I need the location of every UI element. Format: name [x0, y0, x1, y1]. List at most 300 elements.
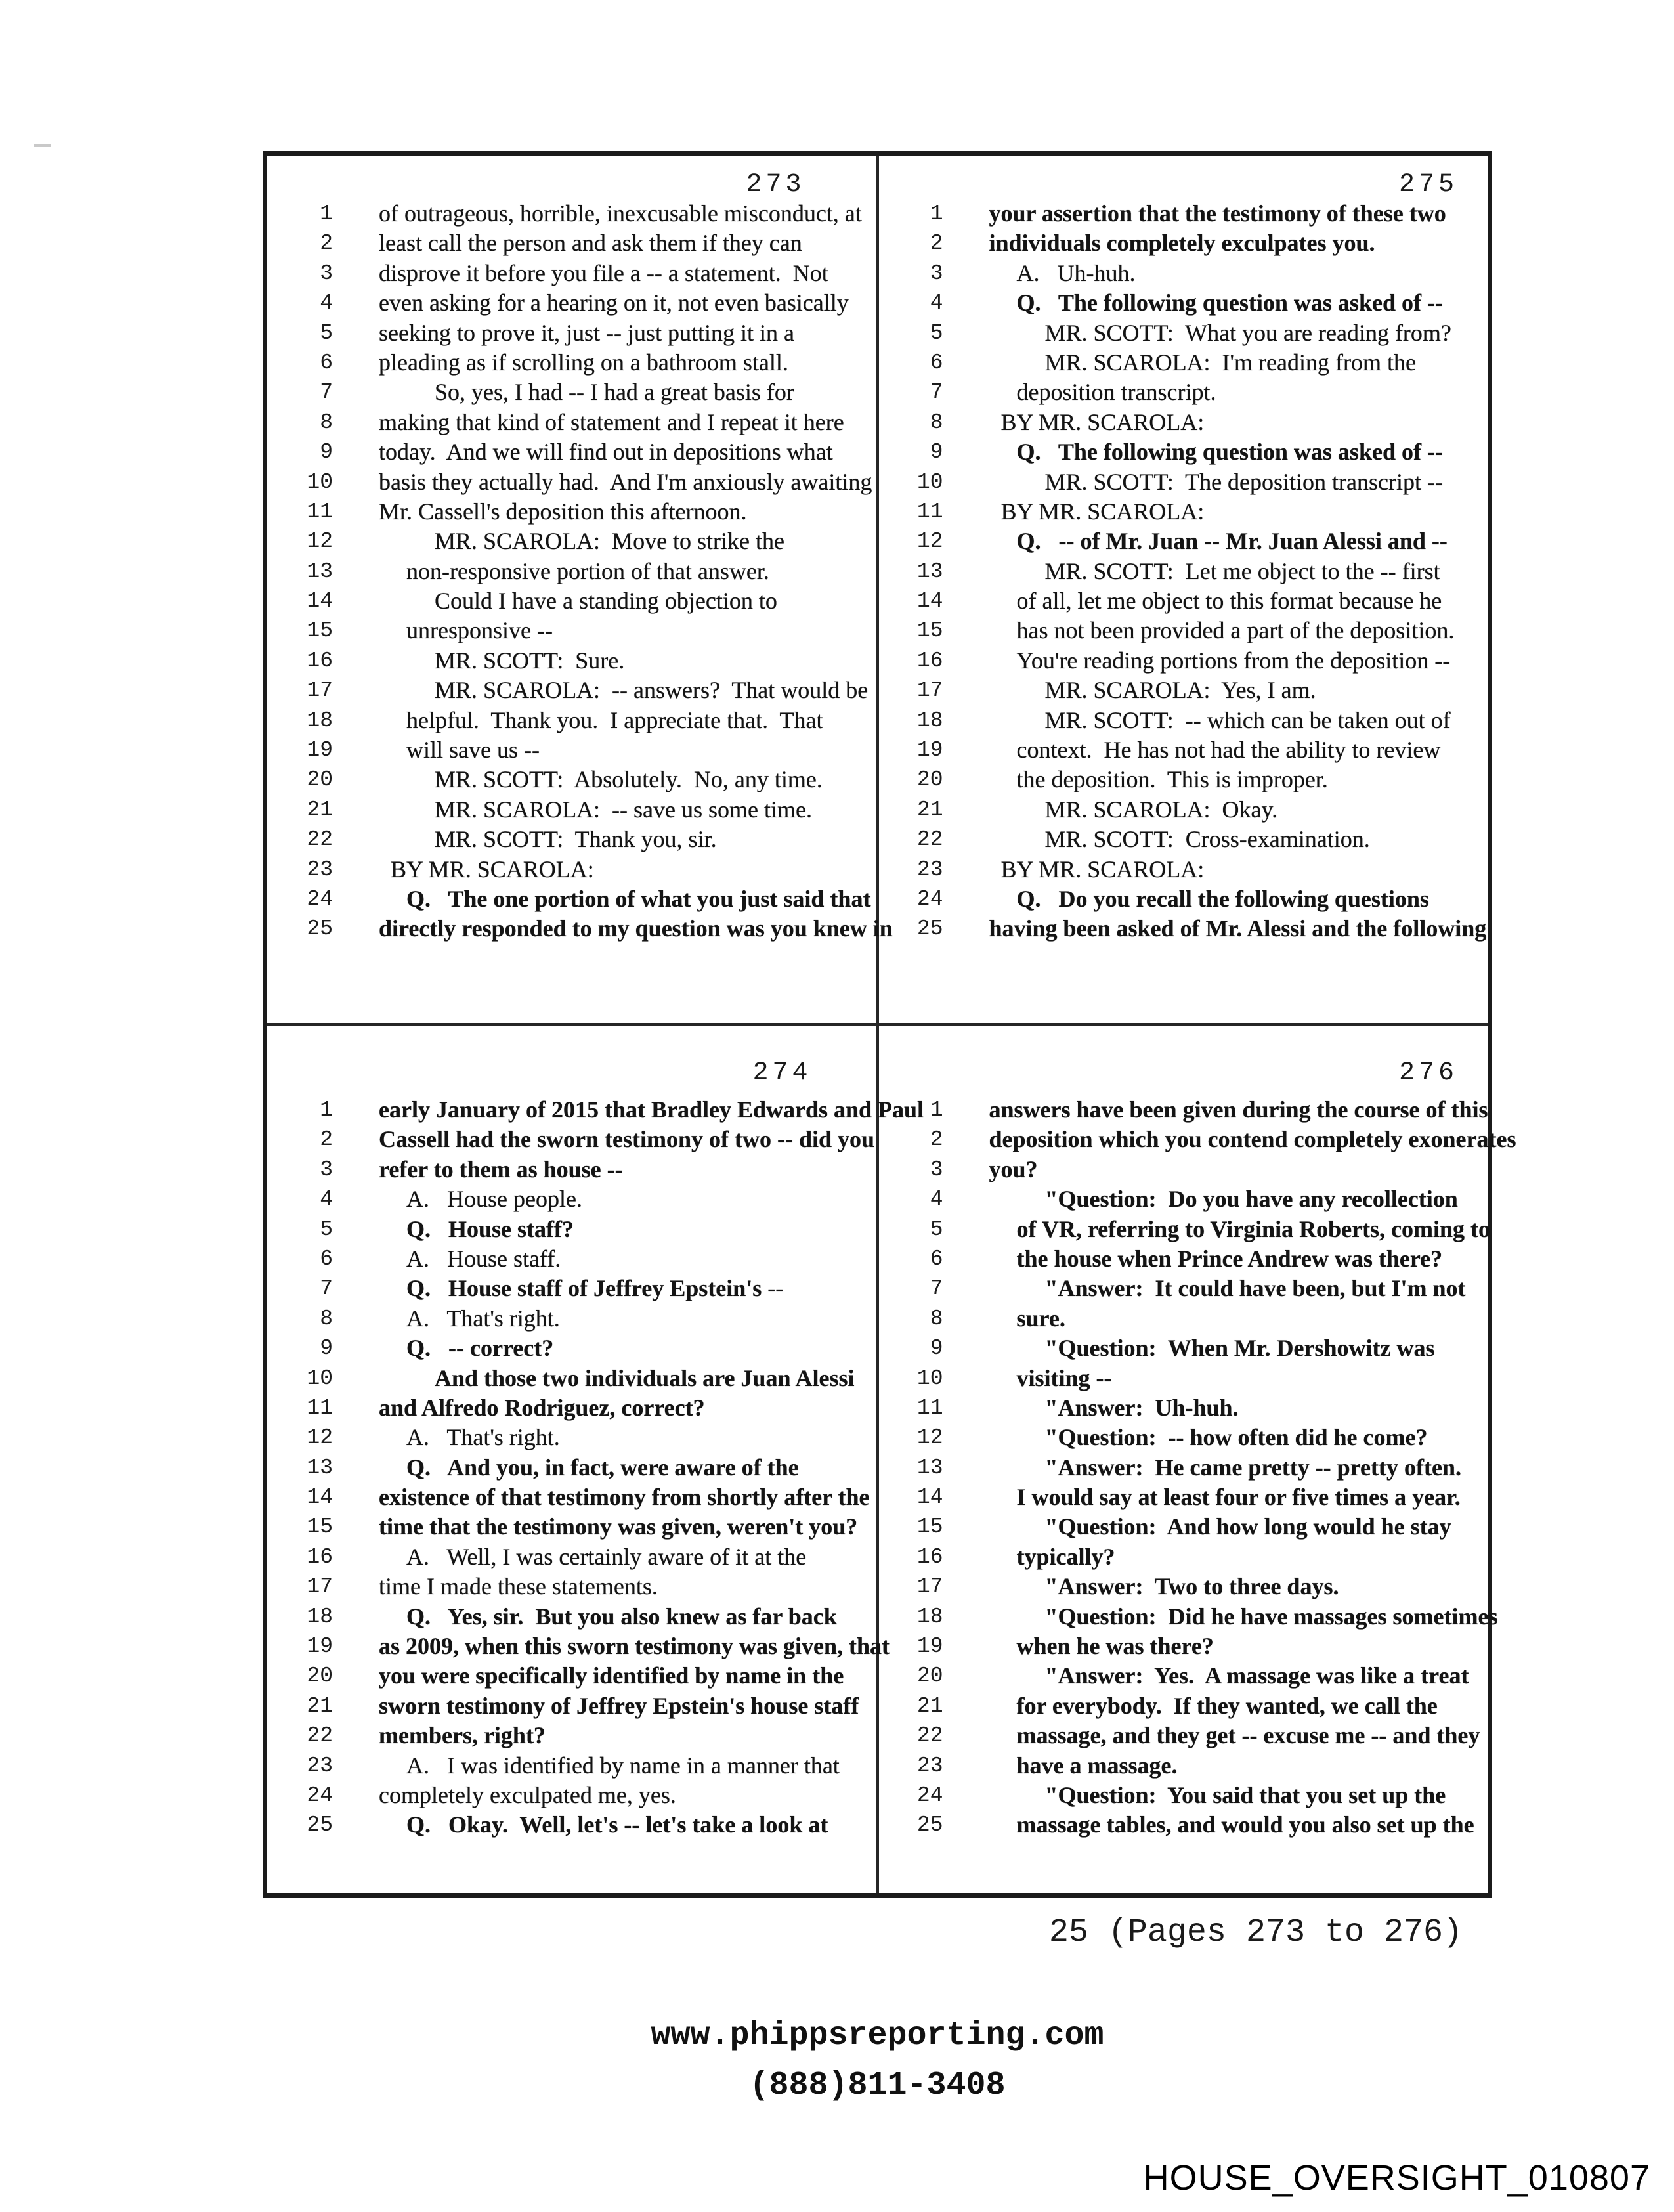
transcript-line	[267, 1602, 878, 1632]
line-number: 4	[320, 1187, 333, 1212]
line-text: answers have been given during the course of this	[989, 1096, 1488, 1123]
transcript-line	[878, 795, 1488, 825]
line-text: "Question: When Mr. Dershowitz was	[1044, 1335, 1435, 1362]
transcript-line	[878, 1453, 1488, 1483]
line-number: 13	[916, 559, 943, 584]
line-number: 18	[307, 708, 333, 733]
line-number: 6	[930, 350, 943, 375]
line-text: A. That's right.	[406, 1424, 560, 1451]
line-text: basis they actually had. And I'm anxiously awaiting	[379, 468, 872, 495]
line-text: MR. SCOTT: What you are reading from?	[1044, 319, 1451, 346]
line-text: Q. The following question was asked of --	[1016, 439, 1443, 466]
transcript-line	[878, 1512, 1488, 1542]
line-text: "Question: -- how often did he come?	[1044, 1424, 1428, 1451]
line-text: A. Uh-huh.	[1016, 259, 1136, 286]
line-text: So, yes, I had -- I had a great basis for	[435, 379, 794, 406]
line-text: "Answer: Uh-huh.	[1044, 1394, 1239, 1421]
line-text: disprove it before you file a -- a statement. Not	[379, 259, 828, 286]
line-number: 7	[930, 1276, 943, 1301]
line-number: 17	[916, 678, 943, 703]
line-text: refer to them as house --	[379, 1156, 623, 1182]
line-number: 24	[307, 886, 333, 911]
transcript-line	[267, 1572, 878, 1601]
transcript-line	[878, 1810, 1488, 1840]
transcript-line	[878, 467, 1488, 497]
transcript-line	[878, 288, 1488, 318]
line-text: MR. SCAROLA: Move to strike the	[435, 528, 785, 555]
line-text: MR. SCAROLA: Yes, I am.	[1044, 677, 1316, 704]
line-text: of all, let me object to this format because he	[1016, 588, 1442, 615]
line-text: seeking to prove it, just -- just putting it in a	[379, 319, 794, 346]
transcript-line	[878, 646, 1488, 676]
line-text: Q. And you, in fact, were aware of the	[406, 1454, 799, 1481]
transcript-line	[267, 646, 878, 676]
transcript-line	[878, 1184, 1488, 1214]
line-number: 5	[930, 320, 943, 345]
line-number: 8	[320, 1306, 333, 1331]
transcript-line	[878, 1632, 1488, 1661]
line-text: even asking for a hearing on it, not even basically	[379, 290, 849, 316]
line-number: 23	[916, 857, 943, 882]
line-text: MR. SCAROLA: Okay.	[1044, 796, 1278, 823]
line-number: 12	[307, 1425, 333, 1450]
line-number: 6	[320, 350, 333, 375]
transcript-line	[878, 1751, 1488, 1781]
transcript-line	[878, 1602, 1498, 1632]
line-text: have a massage.	[1016, 1752, 1178, 1779]
transcript-line	[878, 1423, 1488, 1452]
transcript-line	[267, 527, 878, 556]
line-text: "Answer: Yes. A massage was like a treat	[1044, 1662, 1469, 1689]
line-text: making that kind of statement and I repeat it here	[379, 408, 844, 435]
line-text: least call the person and ask them if they can	[379, 230, 802, 257]
transcript-line	[267, 408, 878, 437]
line-text: MR. SCAROLA: -- answers? That would be	[435, 677, 869, 704]
line-number: 19	[916, 1634, 943, 1659]
transcript-line	[267, 1810, 878, 1840]
page-quadrant-273	[267, 156, 893, 1024]
line-number: 3	[320, 261, 333, 286]
bates-number: HOUSE_OVERSIGHT_010807	[1143, 2158, 1650, 2198]
line-text: as 2009, when this sworn testimony was given, that	[379, 1633, 890, 1660]
transcript-line	[267, 616, 878, 645]
line-number: 3	[930, 1157, 943, 1182]
line-number: 22	[307, 827, 333, 852]
line-number: 14	[916, 589, 943, 614]
line-text: I would say at least four or five times a year.	[1016, 1484, 1461, 1511]
transcript-line	[267, 557, 878, 586]
transcript-line	[267, 1334, 878, 1363]
line-number: 14	[916, 1485, 943, 1510]
transcript-line	[878, 348, 1488, 378]
line-number: 14	[307, 589, 333, 614]
line-number: 3	[320, 1157, 333, 1182]
transcript-line	[878, 855, 1488, 884]
transcript-line	[878, 378, 1488, 407]
line-number: 16	[916, 1544, 943, 1569]
line-number: 21	[916, 1693, 943, 1718]
line-number: 18	[916, 708, 943, 733]
line-number: 11	[307, 499, 333, 524]
line-number: 10	[916, 1366, 943, 1391]
line-number: 1	[320, 202, 333, 226]
line-text: "Question: And how long would he stay	[1044, 1513, 1451, 1540]
line-number: 2	[320, 231, 333, 256]
line-text: "Question: Did he have massages sometimes	[1044, 1603, 1498, 1630]
line-number: 15	[307, 618, 333, 643]
transcript-line	[267, 348, 878, 378]
transcript-line	[878, 1483, 1488, 1512]
transcript-line	[878, 437, 1488, 467]
line-number: 9	[320, 440, 333, 465]
line-text: BY MR. SCAROLA:	[391, 856, 594, 882]
line-text: sworn testimony of Jeffrey Epstein's house staff	[379, 1692, 859, 1719]
transcript-line	[878, 1125, 1516, 1154]
line-number: 9	[930, 1336, 943, 1361]
transcript-line	[878, 676, 1488, 705]
line-text: sure.	[1016, 1305, 1065, 1332]
transcript-line	[878, 1274, 1488, 1303]
line-text: and Alfredo Rodriguez, correct?	[379, 1394, 705, 1421]
line-text: BY MR. SCAROLA:	[1000, 856, 1205, 882]
line-text: non-responsive portion of that answer.	[406, 557, 769, 584]
transcript-line	[267, 1751, 878, 1781]
line-text: MR. SCOTT: Thank you, sir.	[435, 826, 717, 853]
line-number: 22	[916, 827, 943, 852]
page-number: 276	[1398, 1058, 1458, 1088]
line-number: 10	[307, 1366, 333, 1391]
line-text: early January of 2015 that Bradley Edwards and Paul	[379, 1096, 924, 1123]
page-number: 273	[746, 170, 805, 200]
line-number: 20	[916, 768, 943, 792]
line-text: massage tables, and would you also set up the	[1016, 1811, 1474, 1838]
transcript-line	[878, 616, 1488, 645]
transcript-line	[267, 199, 878, 228]
transcript-line	[878, 1661, 1488, 1691]
line-text: you?	[989, 1156, 1038, 1182]
line-number: 23	[307, 857, 333, 882]
line-text: A. That's right.	[406, 1305, 560, 1332]
transcript-line	[267, 467, 878, 497]
line-text: "Question: You said that you set up the	[1044, 1781, 1446, 1808]
transcript-line	[878, 765, 1488, 794]
line-number: 17	[307, 1574, 333, 1599]
line-number: 10	[916, 469, 943, 494]
line-text: MR. SCOTT: Absolutely. No, any time.	[435, 766, 823, 793]
page-quadrant-274	[267, 1024, 924, 1893]
line-number: 8	[320, 410, 333, 435]
line-text: MR. SCOTT: Let me object to the -- first	[1044, 557, 1440, 584]
transcript-line	[878, 1542, 1488, 1572]
line-text: "Answer: He came pretty -- pretty often.	[1044, 1454, 1461, 1481]
transcript-line	[267, 676, 878, 705]
transcript-line	[267, 1661, 878, 1691]
line-text: A. I was identified by name in a manner that	[406, 1752, 840, 1779]
line-number: 8	[930, 410, 943, 435]
line-number: 16	[307, 648, 333, 673]
line-text: Q. -- of Mr. Juan -- Mr. Juan Alessi and --	[1016, 528, 1448, 555]
line-text: "Answer: It could have been, but I'm not	[1044, 1275, 1466, 1302]
footer-phone: (888)811-3408	[749, 2067, 1006, 2104]
line-number: 18	[916, 1604, 943, 1629]
line-number: 3	[930, 261, 943, 286]
line-text: for everybody. If they wanted, we call the	[1016, 1692, 1438, 1719]
line-number: 4	[320, 291, 333, 316]
line-number: 5	[320, 320, 333, 345]
footer-page-range: 25 (Pages 273 to 276)	[1048, 1914, 1463, 1951]
line-number: 4	[930, 1187, 943, 1212]
page-lines	[267, 1095, 924, 1840]
line-text: the deposition. This is improper.	[1016, 766, 1328, 793]
transcript-line	[267, 1274, 878, 1303]
transcript-line	[267, 735, 878, 765]
line-number: 13	[916, 1455, 943, 1480]
transcript-line	[878, 1781, 1488, 1810]
transcript-line	[878, 1304, 1488, 1334]
line-number: 24	[916, 886, 943, 911]
line-number: 20	[307, 768, 333, 792]
transcript-line	[878, 1364, 1488, 1393]
transcript-line	[878, 1572, 1488, 1601]
page-quadrant-276	[878, 1024, 1516, 1893]
line-text: Q. The one portion of what you just said that	[406, 885, 871, 912]
transcript-line	[267, 1215, 878, 1244]
line-number: 25	[307, 917, 333, 942]
line-number: 21	[307, 797, 333, 822]
line-number: 20	[307, 1664, 333, 1689]
transcript-frame	[263, 151, 1516, 1898]
line-number: 6	[930, 1246, 943, 1271]
transcript-line	[878, 586, 1488, 616]
line-text: "Answer: Two to three days.	[1044, 1573, 1339, 1600]
line-number: 11	[916, 499, 943, 524]
line-number: 2	[320, 1127, 333, 1152]
footer-website: www.phippsreporting.com	[651, 2017, 1104, 2054]
transcript-line	[878, 914, 1488, 943]
transcript-line	[267, 228, 878, 258]
line-number: 19	[307, 738, 333, 763]
line-number: 16	[916, 648, 943, 673]
transcript-line	[267, 1512, 878, 1542]
line-number: 11	[916, 1395, 943, 1420]
page-lines	[267, 199, 893, 944]
line-number: 7	[930, 380, 943, 405]
line-number: 24	[307, 1783, 333, 1808]
transcript-line	[267, 1304, 878, 1334]
line-number: 17	[916, 1574, 943, 1599]
line-number: 21	[916, 797, 943, 822]
line-text: deposition which you contend completely exonerates	[989, 1126, 1516, 1153]
line-number: 7	[320, 380, 333, 405]
line-text: your assertion that the testimony of these two	[989, 200, 1446, 227]
line-text: time I made these statements.	[379, 1573, 658, 1600]
transcript-line	[878, 1215, 1491, 1244]
line-number: 18	[307, 1604, 333, 1629]
line-text: today. And we will find out in depositions what	[379, 439, 833, 466]
transcript-line	[267, 1781, 878, 1810]
transcript-line	[267, 288, 878, 318]
line-number: 12	[916, 1425, 943, 1450]
line-text: the house when Prince Andrew was there?	[1016, 1245, 1443, 1272]
transcript-line	[878, 1691, 1488, 1721]
transcript-line	[267, 378, 878, 407]
page-quadrant-275	[878, 156, 1488, 1024]
transcript-line	[267, 1483, 878, 1512]
line-text: Q. House staff of Jeffrey Epstein's --	[406, 1275, 784, 1302]
line-text: has not been provided a part of the deposition.	[1016, 617, 1455, 644]
transcript-line	[267, 1364, 878, 1393]
transcript-line	[878, 318, 1488, 348]
line-number: 1	[930, 202, 943, 226]
line-text: directly responded to my question was you knew in	[379, 915, 893, 942]
transcript-line	[267, 825, 878, 854]
line-text: Q. The following question was asked of --	[1016, 290, 1443, 316]
line-text: typically?	[1016, 1543, 1115, 1570]
line-number: 7	[320, 1276, 333, 1301]
transcript-line	[267, 1155, 878, 1184]
line-text: You're reading portions from the deposition --	[1016, 647, 1451, 674]
transcript-line	[878, 1393, 1488, 1423]
transcript-line	[267, 1393, 878, 1423]
transcript-line	[267, 318, 878, 348]
transcript-line	[878, 557, 1488, 586]
transcript-line	[878, 408, 1488, 437]
transcript-line	[267, 1095, 924, 1125]
line-text: time that the testimony was given, weren't you?	[379, 1513, 858, 1540]
transcript-line	[267, 1691, 878, 1721]
line-number: 23	[916, 1753, 943, 1778]
line-text: Cassell had the sworn testimony of two -- did you	[379, 1126, 875, 1153]
line-number: 20	[916, 1664, 943, 1689]
line-text: helpful. Thank you. I appreciate that. That	[406, 706, 823, 733]
line-number: 17	[307, 678, 333, 703]
transcript-line	[267, 914, 893, 943]
transcript-line	[878, 706, 1488, 735]
page-lines	[878, 1095, 1516, 1840]
transcript-line	[878, 1155, 1488, 1184]
page-lines	[878, 199, 1488, 944]
line-text: Q. Yes, sir. But you also knew as far back	[406, 1603, 837, 1630]
transcript-line	[878, 1244, 1488, 1274]
line-text: Could I have a standing objection to	[435, 588, 777, 615]
line-text: of outrageous, horrible, inexcusable misconduct, at	[379, 200, 862, 227]
line-number: 22	[916, 1724, 943, 1748]
line-number: 19	[916, 738, 943, 763]
transcript-line	[267, 497, 878, 527]
line-text: individuals completely exculpates you.	[989, 230, 1375, 257]
line-text: BY MR. SCAROLA:	[1000, 498, 1205, 525]
line-number: 2	[930, 1127, 943, 1152]
line-text: pleading as if scrolling on a bathroom stall.	[379, 349, 788, 376]
line-number: 1	[320, 1098, 333, 1122]
transcript-line	[267, 1184, 878, 1214]
page-number: 275	[1398, 170, 1458, 200]
line-number: 25	[916, 1813, 943, 1838]
line-text: existence of that testimony from shortly after the	[379, 1484, 870, 1511]
line-number: 5	[320, 1217, 333, 1242]
line-number: 15	[307, 1515, 333, 1540]
line-number: 1	[930, 1098, 943, 1122]
line-text: BY MR. SCAROLA:	[1000, 408, 1205, 435]
transcript-line	[267, 855, 878, 884]
transcript-line	[267, 765, 878, 794]
line-text: A. Well, I was certainly aware of it at the	[406, 1543, 807, 1570]
line-text: Q. -- correct?	[406, 1335, 554, 1362]
line-number: 15	[916, 1515, 943, 1540]
line-text: deposition transcript.	[1016, 379, 1216, 406]
line-text: Q. Do you recall the following questions	[1016, 885, 1429, 912]
line-text: A. House staff.	[406, 1245, 561, 1272]
line-number: 12	[307, 529, 333, 554]
line-text: unresponsive --	[406, 617, 553, 644]
line-number: 12	[916, 529, 943, 554]
line-number: 24	[916, 1783, 943, 1808]
line-text: will save us --	[406, 737, 540, 764]
transcript-line	[267, 437, 878, 467]
transcript-line	[267, 1453, 878, 1483]
line-number: 6	[320, 1246, 333, 1271]
line-text: "Question: Do you have any recollection	[1044, 1186, 1458, 1213]
line-text: MR. SCOTT: Sure.	[435, 647, 625, 674]
line-number: 2	[930, 231, 943, 256]
transcript-line	[267, 1632, 890, 1661]
line-text: visiting --	[1016, 1364, 1112, 1391]
line-number: 8	[930, 1306, 943, 1331]
line-number: 9	[320, 1336, 333, 1361]
line-number: 25	[307, 1813, 333, 1838]
transcript-line	[267, 706, 878, 735]
line-number: 15	[916, 618, 943, 643]
line-number: 5	[930, 1217, 943, 1242]
line-number: 22	[307, 1724, 333, 1748]
transcript-line	[878, 199, 1488, 228]
scan-artifact	[34, 144, 51, 147]
line-text: Q. House staff?	[406, 1215, 574, 1242]
line-text: MR. SCAROLA: I'm reading from the	[1044, 349, 1416, 376]
transcript-line	[878, 1721, 1488, 1750]
line-text: And those two individuals are Juan Alessi	[435, 1364, 855, 1391]
line-text: having been asked of Mr. Alessi and the following	[989, 915, 1487, 942]
transcript-line	[267, 1244, 878, 1274]
line-text: you were specifically identified by name in the	[379, 1662, 844, 1689]
transcript-line	[878, 884, 1488, 914]
line-text: when he was there?	[1016, 1633, 1214, 1660]
line-number: 11	[307, 1395, 333, 1420]
line-text: members, right?	[379, 1722, 546, 1749]
transcript-line	[878, 825, 1488, 854]
line-number: 10	[307, 469, 333, 494]
transcript-line	[267, 259, 878, 288]
transcript-line	[267, 1423, 878, 1452]
line-text: context. He has not had the ability to review	[1016, 737, 1441, 764]
transcript-line	[267, 1125, 878, 1154]
transcript-line	[878, 1334, 1488, 1363]
line-text: MR. SCOTT: -- which can be taken out of	[1044, 706, 1451, 733]
line-number: 23	[307, 1753, 333, 1778]
line-number: 19	[307, 1634, 333, 1659]
line-text: Q. Okay. Well, let's -- let's take a look at	[406, 1811, 828, 1838]
line-number: 25	[916, 917, 943, 942]
transcript-line	[267, 884, 878, 914]
transcript-line	[878, 259, 1488, 288]
line-number: 9	[930, 440, 943, 465]
line-number: 13	[307, 1455, 333, 1480]
line-text: MR. SCOTT: The deposition transcript --	[1044, 468, 1443, 495]
line-number: 14	[307, 1485, 333, 1510]
line-number: 4	[930, 291, 943, 316]
line-text: massage, and they get -- excuse me -- and they	[1016, 1722, 1480, 1749]
line-text: MR. SCOTT: Cross-examination.	[1044, 826, 1370, 853]
